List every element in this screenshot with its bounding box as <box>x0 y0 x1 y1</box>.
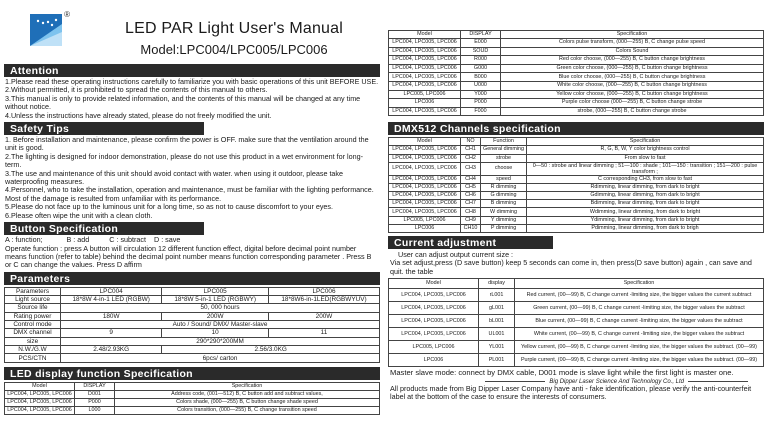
table-cell: 2.56/3.0KG <box>162 346 380 354</box>
table-cell: Source life <box>5 304 61 312</box>
table-cell: Pdimming, linear dimming, from dark to brigh <box>527 224 764 232</box>
table-cell: LPC006 <box>389 99 461 108</box>
table-cell: White color choose, (000—255) B, C button change brightness <box>501 81 764 90</box>
safety-line: 1. Before installation and maintenance, please confirm the power is OFF. make sure that the ventilation around the unit is good. <box>5 135 369 153</box>
table-cell: 18*8W6-in-1LED(RGBWYUV) <box>269 295 380 303</box>
table-cell: From slow to fast <box>527 154 764 162</box>
column-header: Function <box>481 138 527 146</box>
led-display-heading: LED display function Specification <box>4 367 380 380</box>
table-cell: gL001 <box>479 302 515 315</box>
table-cell: Purple current, (00—99) B, C change current -limiting size, the bigger values the subtract. (00—99) <box>515 354 764 367</box>
table-row <box>389 146 764 154</box>
column-header: DISPLAY <box>461 31 501 39</box>
table-row <box>389 107 764 116</box>
table-cell: LPC004, LPC005, LPC006 <box>389 39 461 48</box>
table-cell: Y000 <box>461 90 501 99</box>
column-header: Model <box>389 138 461 146</box>
table-cell: 200W <box>162 312 269 320</box>
current-intro: User can adjust output current size : <box>398 250 514 260</box>
table-row <box>5 390 380 398</box>
table-cell: LPC006 <box>389 354 479 367</box>
column-header: Specification <box>527 138 764 146</box>
attention-line: 4.Unless the instructions have already stated, please do not freely modified the unit. <box>5 110 272 120</box>
column-header: Specification <box>501 31 764 39</box>
manual-title: LED PAR Light User's Manual <box>124 20 344 37</box>
table-cell: G dimming <box>481 192 527 200</box>
table-cell: UL001 <box>479 328 515 341</box>
manual-header <box>4 0 380 62</box>
table-cell: CH3 <box>461 162 481 175</box>
table-row <box>5 329 380 337</box>
column-header: display <box>479 279 515 289</box>
table-cell: Control mode <box>5 320 61 328</box>
table-cell: Address code, (001—512) B, C button add and subtract values, <box>115 390 380 398</box>
table-cell: rL001 <box>479 289 515 302</box>
table-cell: LPC004, LPC005, LPC006 <box>389 146 461 154</box>
table-cell: CH4 <box>461 175 481 183</box>
table-header-row <box>5 382 380 390</box>
parameters-table <box>4 287 380 363</box>
master-slave-note: Master slave mode: connect by DMX cable, D001 mode is slave light while the first light is master one. <box>390 368 734 378</box>
table-cell: LPC004, LPC005, LPC006 <box>389 154 461 162</box>
table-cell: LPC006 <box>389 224 461 232</box>
current-adjustment-text <box>388 249 764 276</box>
table-cell: Green current, (00—99) B, C change current -limiting size, the bigger values the subtract <box>515 302 764 315</box>
table-cell: CH8 <box>461 208 481 216</box>
table-row <box>389 99 764 108</box>
table-cell: L000 <box>75 406 115 414</box>
display-function-table <box>388 30 764 116</box>
table-cell: LPC004, LPC005, LPC006 <box>389 302 479 315</box>
table-cell: F000 <box>461 107 501 116</box>
table-cell: CH9 <box>461 216 481 224</box>
table-row <box>5 337 380 345</box>
table-row <box>389 154 764 162</box>
table-cell: choose <box>481 162 527 175</box>
safety-line: 3.The use and maintenance of this unit should avoid contact with water. when using it outdoor, please take waterproofing measures. <box>5 168 344 187</box>
table-cell: Auto / Sound/ DMX/ Master-slave <box>61 320 380 328</box>
table-row <box>389 341 764 354</box>
table-cell: LPC004, LPC005, LPC006 <box>5 406 75 414</box>
table-cell: R dimming <box>481 183 527 191</box>
table-cell: LPC004, LPC005, LPC006 <box>389 328 479 341</box>
table-cell: 200W <box>269 312 380 320</box>
table-cell: LPC004, LPC005, LPC006 <box>5 398 75 406</box>
table-header-row <box>5 287 380 295</box>
dmx512-heading: DMX512 Channels specification <box>388 122 764 135</box>
table-cell: LPC004, LPC005, LPC006 <box>389 107 461 116</box>
parameters-heading: Parameters <box>4 272 380 285</box>
table-cell: 11 <box>269 329 380 337</box>
big-dipper-logo-icon <box>30 14 62 46</box>
table-cell: R000 <box>461 56 501 65</box>
table-cell: LPC005, LPC006 <box>389 216 461 224</box>
table-cell: LPC005, LPC006 <box>389 90 461 99</box>
attention-line: 2.Without permitted, it is prohibited to spread the contents of this manual to others. <box>5 85 268 95</box>
table-cell: CH1 <box>461 146 481 154</box>
table-cell: LPC004, LPC005, LPC006 <box>389 81 461 90</box>
button-spec-heading: Button Specification <box>4 222 204 235</box>
table-cell: 9 <box>61 329 162 337</box>
table-row <box>389 192 764 200</box>
column-header: Specification <box>515 279 764 289</box>
attention-heading: Attention <box>4 64 380 77</box>
table-row <box>389 354 764 367</box>
company-name: Big Dipper Laser Science And Technology Co., Ltd <box>388 379 764 385</box>
dmx512-table <box>388 137 764 233</box>
table-row <box>389 175 764 183</box>
table-header-row <box>389 138 764 146</box>
table-cell: Green color choose, (000—255) B, C button change brightness <box>501 64 764 73</box>
column-header: Model <box>389 31 461 39</box>
table-cell: 50, 000 hours <box>61 304 380 312</box>
attention-text <box>4 77 380 120</box>
led-display-table <box>4 382 380 415</box>
table-row <box>389 73 764 82</box>
button-function-description: Operate function : press A button will circulation 12 different function effect, digital before decimal point number means function (refer to table) behind the decimal point number means function corresponding parameter . Press B or C can change the values. Press D affirm <box>5 243 372 270</box>
table-cell: LPC004, LPC005, LPC006 <box>389 208 461 216</box>
table-cell: C corresponding CH3, from slow to fast <box>527 175 764 183</box>
registered-mark: ® <box>64 10 70 19</box>
table-cell: Colors Sound <box>501 47 764 56</box>
table-cell: 180W <box>61 312 162 320</box>
table-cell: B000 <box>461 73 501 82</box>
table-cell: D001 <box>75 390 115 398</box>
table-cell: 18*8W 4-in-1 LED (RGBW) <box>61 295 162 303</box>
table-row <box>389 289 764 302</box>
table-row <box>389 81 764 90</box>
table-row <box>389 56 764 65</box>
table-row <box>389 200 764 208</box>
table-cell: U000 <box>461 81 501 90</box>
table-cell: R, G, B, W, Y color brightness control <box>527 146 764 154</box>
safety-text <box>4 135 380 220</box>
table-cell: strobe, (000—255) B, C button change strobe <box>501 107 764 116</box>
table-cell: Yellow color choose, (000—255) B, C button change brightness <box>501 90 764 99</box>
column-header: NO <box>461 138 481 146</box>
table-cell: LPC004, LPC005, LPC006 <box>389 64 461 73</box>
table-cell: CH5 <box>461 183 481 191</box>
table-cell: White current, (00—99) B, C change current -limiting size, the bigger values the subtract <box>515 328 764 341</box>
button-keys-line: A : function; B : add C : subtract D : save <box>5 235 181 245</box>
table-cell: Blue current, (00—99) B, C change current -limiting size, the bigger values the subtract <box>515 315 764 328</box>
table-row <box>389 183 764 191</box>
safety-line: 4.Personnel, who to take the installation, operation and maintenance, must be familiar with the lighting performance. Most of the damage is resulted from unfamiliar with its performance. <box>5 185 374 203</box>
table-cell: Ydimming, linear dimming, from dark to bright <box>527 216 764 224</box>
table-cell: P000 <box>75 398 115 406</box>
table-row <box>5 406 380 414</box>
current-adjustment-table <box>388 278 764 367</box>
table-cell: Bdimming, linear dimming, from dark to bright <box>527 200 764 208</box>
right-column <box>388 0 764 446</box>
table-row <box>5 346 380 354</box>
table-row <box>389 315 764 328</box>
table-cell: LPC004, LPC005, LPC006 <box>389 162 461 175</box>
table-cell: E000 <box>461 39 501 48</box>
table-cell: Colors transition, (000—255) B, C change transition speed <box>115 406 380 414</box>
table-cell: PL001 <box>479 354 515 367</box>
table-cell: LPC004, LPC005, LPC006 <box>389 315 479 328</box>
table-row <box>389 162 764 175</box>
table-row <box>5 398 380 406</box>
left-column <box>4 0 380 446</box>
table-cell: LPC004, LPC005, LPC006 <box>389 56 461 65</box>
table-cell: 0—50 : strobe and linear dimming ; 51—100 : shade ; 101—150 : transition ; 151—200 : pulse transform ; <box>527 162 764 175</box>
title-block <box>94 20 374 57</box>
table-cell: LPC005, LPC006 <box>389 341 479 354</box>
table-cell: LPC004, LPC005, LPC006 <box>389 192 461 200</box>
table-cell: size <box>5 337 61 345</box>
attention-line: 3.This manual is only to provide related information, and the contents of this manual will be changed at any time without notice. <box>5 93 361 112</box>
table-row <box>5 304 380 312</box>
table-row <box>5 295 380 303</box>
table-cell: B dimming <box>481 200 527 208</box>
table-cell: 18*8W 5-in-1 LED (RGBWY) <box>162 295 269 303</box>
column-header: Specification <box>115 382 380 390</box>
table-cell: 290*290*200MM <box>61 337 380 345</box>
table-cell: LPC004, LPC005, LPC006 <box>389 47 461 56</box>
table-cell: P000 <box>461 99 501 108</box>
table-cell: LPC004, LPC005, LPC006 <box>389 73 461 82</box>
column-header: Model <box>389 279 479 289</box>
table-cell: General dimming <box>481 146 527 154</box>
table-row <box>389 208 764 216</box>
attention-line: 1.Please read these operating instructions carefully to familiarize you with basic operations of this unit BEFORE USE. <box>5 77 379 86</box>
column-header: Model <box>5 382 75 390</box>
table-cell: 10 <box>162 329 269 337</box>
table-cell: YL001 <box>479 341 515 354</box>
current-instruction: Via set adjust,press (D save button) keep 5 seconds can come in, then press(D save button) again , can save and quit. the table <box>390 258 752 276</box>
table-cell: Rdimming, linear dimming, from dark to bright <box>527 183 764 191</box>
table-cell: Red current, (00—99) B, C change current -limiting size, the bigger values the current subtract <box>515 289 764 302</box>
table-cell: Gdimming, linear dimming, from dark to bright <box>527 192 764 200</box>
column-header: LPC005 <box>162 287 269 295</box>
table-cell: LPC004, LPC005, LPC006 <box>389 183 461 191</box>
table-cell: Colors pulse transform, (000—255) B, C change pulse speed <box>501 39 764 48</box>
table-row <box>389 302 764 315</box>
table-cell: Rating power <box>5 312 61 320</box>
table-cell: SOUD <box>461 47 501 56</box>
table-row <box>389 328 764 341</box>
column-header: DISPLAY <box>75 382 115 390</box>
safety-line: 6.Please often wipe the unit with a clean cloth. <box>5 210 153 220</box>
table-cell: G000 <box>461 64 501 73</box>
table-cell: Purple color choose (000—255) B, C button change strobe <box>501 99 764 108</box>
table-cell: speed <box>481 175 527 183</box>
table-cell: LPC004, LPC005, LPC006 <box>389 200 461 208</box>
table-cell: LPC004, LPC005, LPC006 <box>389 289 479 302</box>
table-header-row <box>389 31 764 39</box>
table-cell: Wdimming, linear dimming, from dark to bright <box>527 208 764 216</box>
table-row <box>5 312 380 320</box>
safety-line: 5.Please do not face up to the luminous unit for a long time, so as not to cause discomfort to your eyes. <box>5 202 334 212</box>
table-cell: 2.48/2.93KG <box>61 346 162 354</box>
safety-heading: Safety Tips <box>4 122 204 135</box>
table-cell: Yellow current, (00—99) B, C change current -limiting size, the bigger values the subtract. (00—99) <box>515 341 764 354</box>
table-cell: CH7 <box>461 200 481 208</box>
table-cell: CH2 <box>461 154 481 162</box>
table-cell: Y dimming <box>481 216 527 224</box>
table-cell: Blue color choose, (000—255) B, C button change brightness <box>501 73 764 82</box>
table-row <box>389 224 764 232</box>
model-line: Model:LPC004/LPC005/LPC006 <box>140 42 328 57</box>
table-row <box>389 90 764 99</box>
column-header: LPC004 <box>61 287 162 295</box>
column-header: Parameters <box>5 287 61 295</box>
table-cell: N.W./G.W <box>5 346 61 354</box>
table-row <box>5 354 380 362</box>
table-cell: CH10 <box>461 224 481 232</box>
brand-logo <box>30 10 70 46</box>
table-row <box>5 320 380 328</box>
table-cell: Light source <box>5 295 61 303</box>
table-cell: bL001 <box>479 315 515 328</box>
column-header: LPC006 <box>269 287 380 295</box>
table-cell: Red color choose, (000—255) B, C button change brightness <box>501 56 764 65</box>
current-adjustment-heading: Current adjustment <box>388 236 553 249</box>
table-cell: Colors shade, (000—255) B, C button change shade speed <box>115 398 380 406</box>
table-cell: P dimming <box>481 224 527 232</box>
table-cell: CH6 <box>461 192 481 200</box>
table-row <box>389 216 764 224</box>
table-cell: LPC004, LPC005, LPC006 <box>389 175 461 183</box>
table-cell: strobe <box>481 154 527 162</box>
table-header-row <box>389 279 764 289</box>
table-cell: DMX channel <box>5 329 61 337</box>
table-cell: PCS/CTN <box>5 354 61 362</box>
table-row <box>389 64 764 73</box>
table-cell: W dimming <box>481 208 527 216</box>
button-spec-text <box>4 235 380 270</box>
safety-line: 2.The lighting is designed for indoor demonstration, please do not use this product in a wet environment for long-term. <box>5 151 363 170</box>
table-cell: 6pcs/ carton <box>61 354 380 362</box>
table-row <box>389 47 764 56</box>
table-row <box>389 39 764 48</box>
table-cell: LPC004, LPC005, LPC006 <box>5 390 75 398</box>
anti-fake-note: All products made from Big Dipper Laser Company have anti - fake identification, please verify the anti-counterfeit label at the bottom of the case to ensure the interests of consumers. <box>390 383 752 402</box>
